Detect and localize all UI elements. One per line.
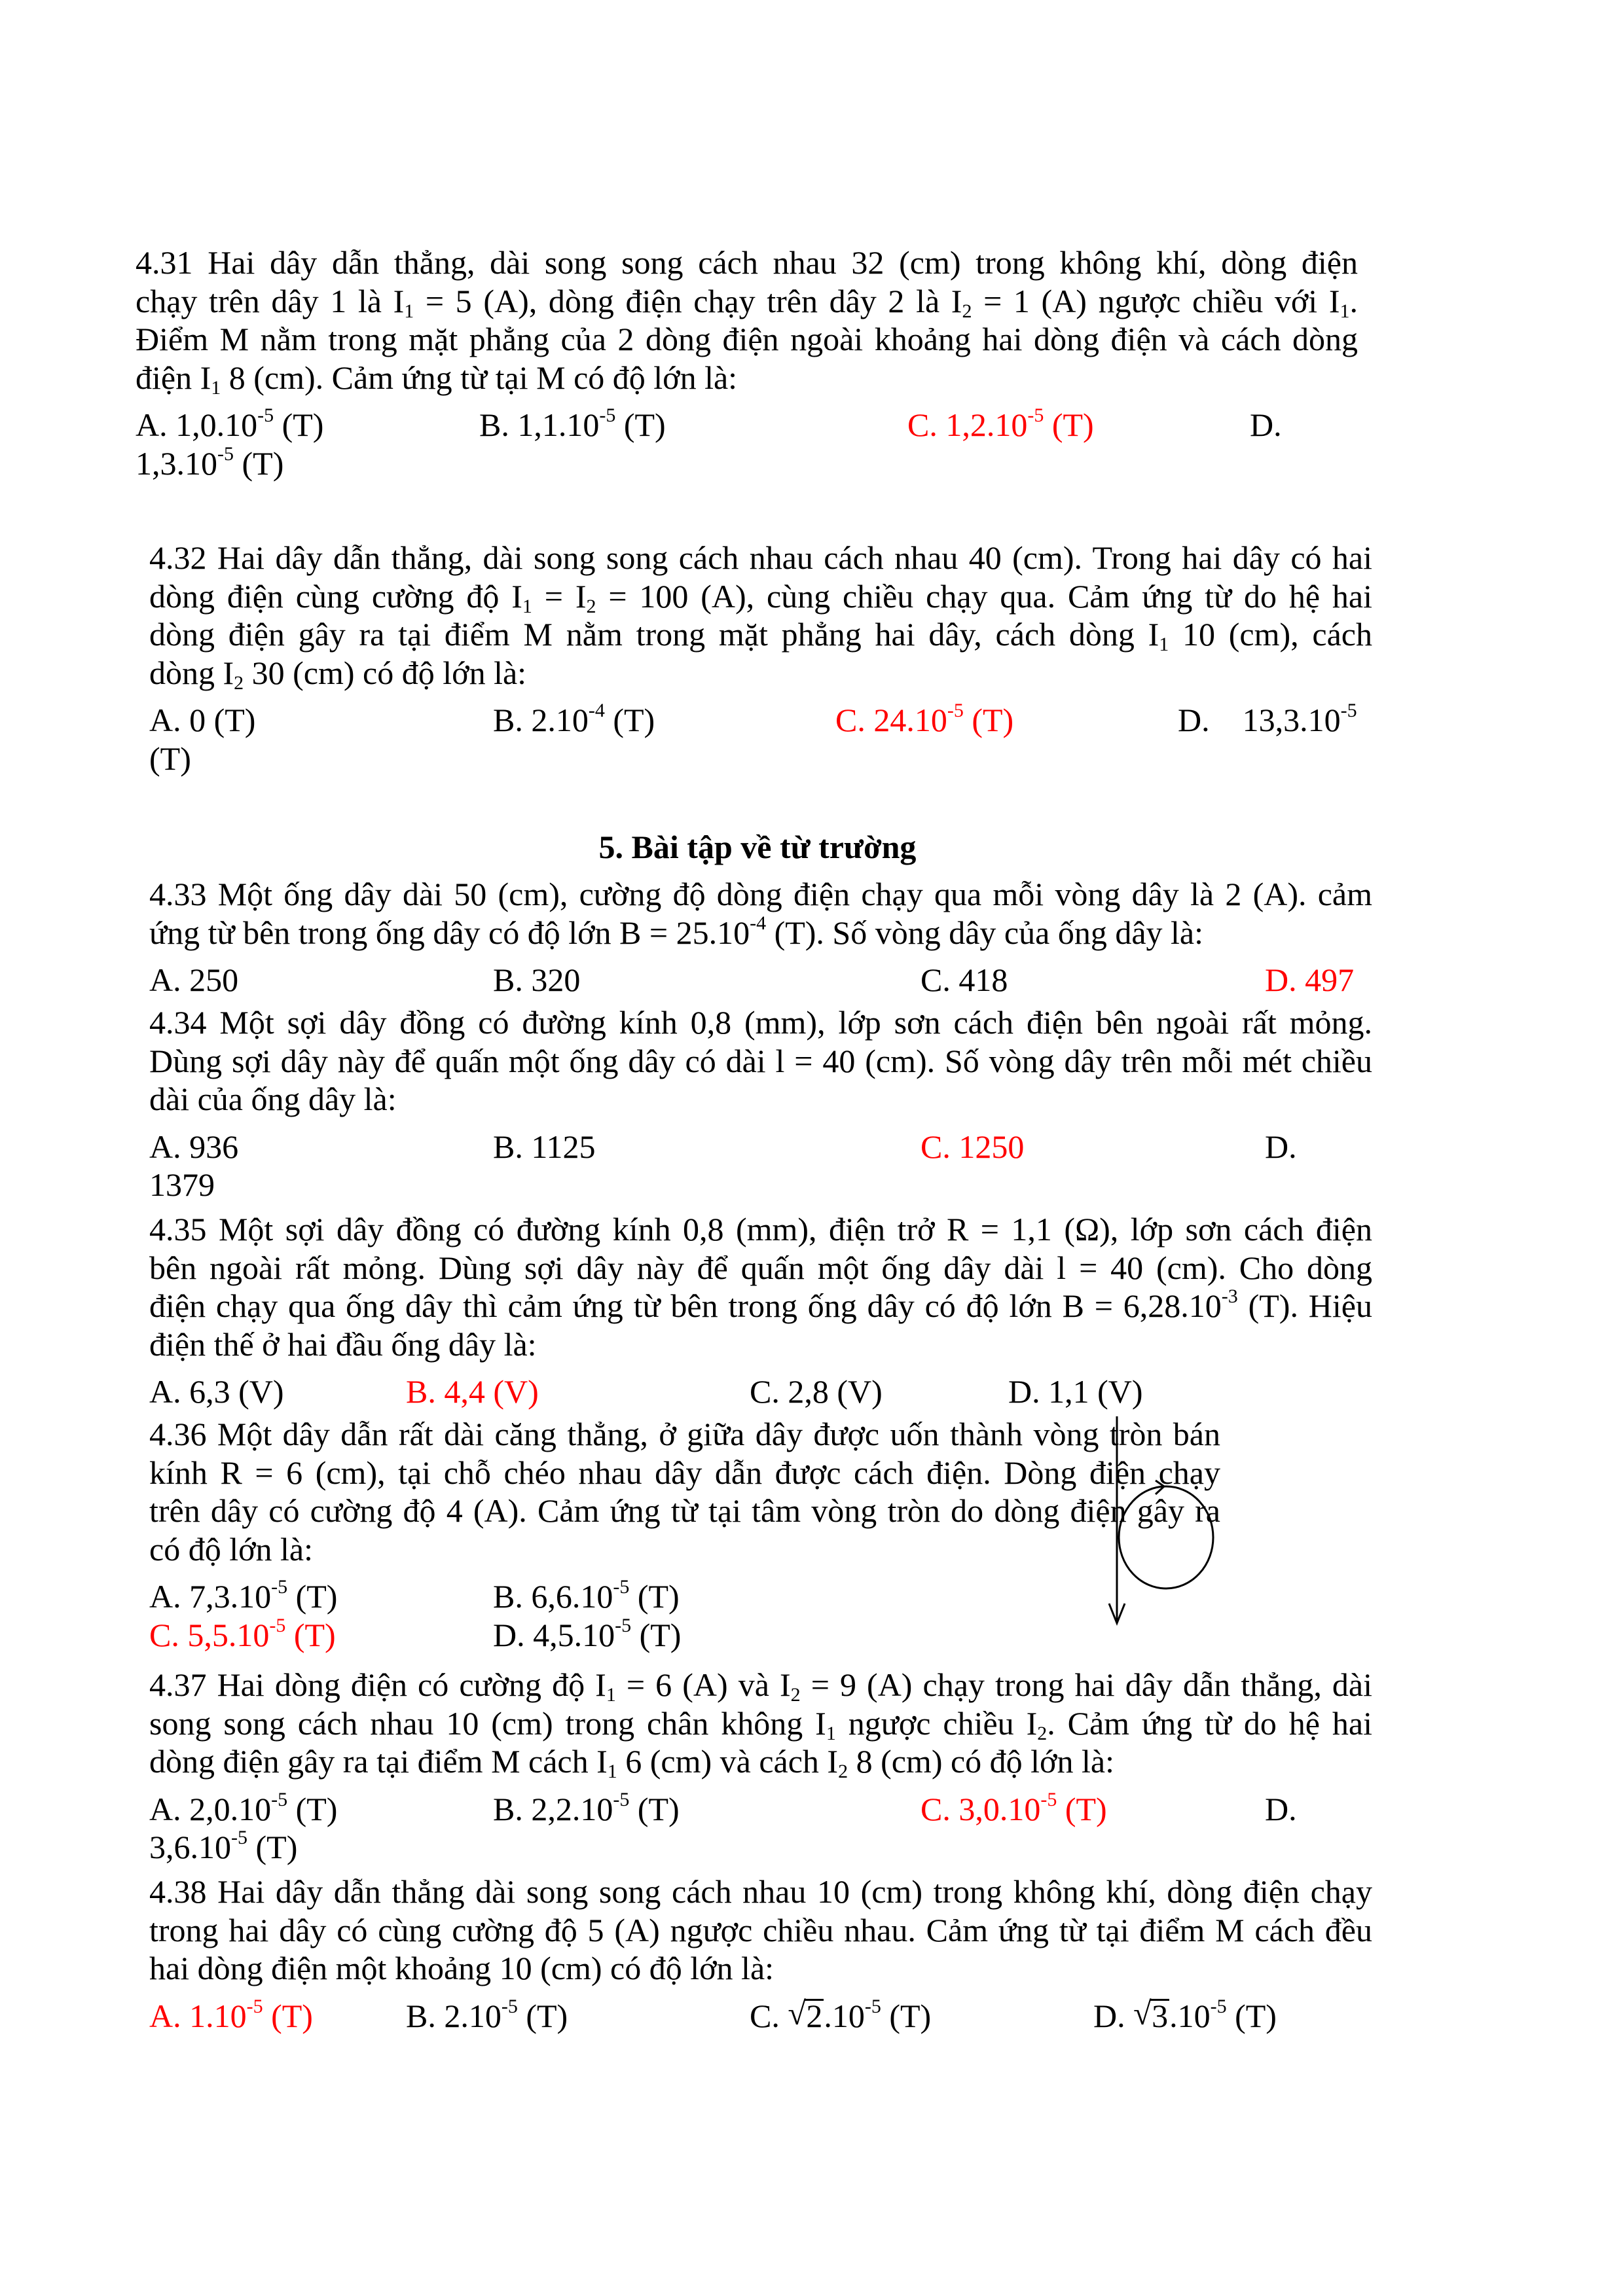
answer-option-d xyxy=(1008,1372,1143,1411)
question-text-line xyxy=(149,1003,1372,1042)
question xyxy=(149,1210,1372,1411)
superscript: -5 xyxy=(271,1788,288,1810)
text-run: hai dòng điện một khoảng 10 (cm) có độ lớn là: xyxy=(149,1950,775,1987)
subscript: 1 xyxy=(826,1722,836,1744)
text-run: 4.38 Hai dây dẫn thẳng dài song song cách nhau 10 (cm) trong không khí, dòng điện chạy xyxy=(149,1873,1372,1910)
text-run: B. 320 xyxy=(493,961,581,999)
text-run: = 9 (A) chạy trong hai dây dẫn thẳng, dài xyxy=(800,1666,1373,1703)
text-run: (T) xyxy=(234,444,284,482)
text-run: trong hai dây có cùng cường độ 5 (A) ngược chiều nhau. Cảm ứng từ tại điểm M cách đều xyxy=(149,1911,1372,1948)
text-run: điện thế ở hai đầu ống dây là: xyxy=(149,1325,537,1363)
question-text-line xyxy=(149,1666,1372,1704)
answer-options-row xyxy=(149,1994,1372,2036)
text-run: C. 5,5.10 xyxy=(149,1616,270,1653)
text-run: bên ngoài rất mỏng. Dùng sợi dây này để quấn một ống dây dài l = 40 (cm). Cho dòng xyxy=(149,1249,1372,1286)
question-text-line xyxy=(149,1949,1372,1988)
subscript: 1 xyxy=(522,595,532,617)
text-run: (T) xyxy=(263,1997,313,2034)
text-run: C. 2,8 (V) xyxy=(750,1373,883,1410)
text-run: (T) xyxy=(287,1578,338,1615)
text-run: B. 2.10 xyxy=(406,1997,501,2034)
question-text-line xyxy=(149,1873,1372,1911)
answer-options-row xyxy=(149,1790,1372,1829)
answer-option-b xyxy=(493,1128,596,1166)
text-run: B. 2,2.10 xyxy=(493,1790,613,1827)
question-text-line xyxy=(149,875,1372,914)
answer-option-b xyxy=(493,1790,680,1829)
answer-option-d xyxy=(1178,701,1357,740)
text-run: 30 (cm) có độ lớn là: xyxy=(244,654,527,691)
question-text-line xyxy=(149,615,1372,654)
question-text-line xyxy=(149,1492,1220,1530)
text-run: C. 3,0.10 xyxy=(921,1790,1041,1827)
text-run: chạy trên dây 1 là I xyxy=(136,282,405,319)
question xyxy=(149,1415,1220,1655)
answer-option-a xyxy=(149,1128,238,1166)
square-root xyxy=(1133,1994,1169,2036)
text-run: A. 2,0.10 xyxy=(149,1790,272,1827)
superscript: -5 xyxy=(231,1827,247,1849)
answer-options-row xyxy=(149,701,1372,740)
answer-options-row xyxy=(136,406,1358,444)
text-run: B. 1125 xyxy=(493,1128,596,1165)
text-run: A. 7,3.10 xyxy=(149,1578,272,1615)
question xyxy=(149,1666,1372,1867)
question-text-line xyxy=(149,1249,1372,1287)
text-run: (T). Hiệu xyxy=(1237,1287,1372,1325)
answer-options-row xyxy=(149,1372,1372,1411)
question-text-line xyxy=(149,1530,1220,1569)
question-text-line xyxy=(149,539,1372,577)
radical-sign-icon: √ xyxy=(1133,1994,1152,2032)
subscript: 1 xyxy=(1159,634,1169,656)
text-run: = I xyxy=(532,577,587,615)
answer-option-d xyxy=(1250,406,1282,444)
answer-option-b xyxy=(479,406,666,444)
text-run: (T) xyxy=(285,1616,336,1653)
text-run: (T) xyxy=(247,1829,298,1866)
question-text-line xyxy=(149,1704,1372,1743)
text-run: 4.34 Một sợi dây đồng có đường kính 0,8 (mm), lớp sơn cách điện bên ngoài rất mỏng. xyxy=(149,1004,1372,1041)
superscript: -4 xyxy=(750,912,767,934)
answer-option-a xyxy=(149,961,238,999)
text-run: C. 418 xyxy=(921,961,1008,999)
text-run: 8 (cm) có độ lớn là: xyxy=(848,1743,1114,1780)
answer-option-c xyxy=(750,1994,932,2036)
text-run: = 100 (A), cùng chiều chạy qua. Cảm ứng từ do hệ hai xyxy=(596,577,1372,615)
superscript: -5 xyxy=(269,1614,286,1636)
text-run: A. 1,0.10 xyxy=(136,406,258,444)
question-text-line xyxy=(149,1911,1372,1950)
answer-option-c-correct xyxy=(907,406,1094,444)
superscript: -5 xyxy=(613,1576,630,1598)
text-run: B. 6,6.10 xyxy=(493,1578,613,1615)
text-run: 4.36 Một dây dẫn rất dài căng thẳng, ở giữa dây được uốn thành vòng tròn bán xyxy=(149,1416,1220,1452)
text-run: 1,3.10 xyxy=(136,444,217,482)
text-run: (T) xyxy=(963,702,1014,739)
question-text-line xyxy=(136,243,1358,282)
text-run: A. 6,3 (V) xyxy=(149,1373,284,1410)
question-text-line xyxy=(149,1042,1372,1081)
subscript: 1 xyxy=(607,1761,617,1783)
answer-option-d xyxy=(1265,1790,1297,1829)
answer-options-row xyxy=(149,1616,1220,1655)
subscript: 1 xyxy=(606,1684,616,1706)
superscript: -5 xyxy=(947,700,964,722)
radicand: 3 xyxy=(1152,1997,1169,2034)
text-run: B. 1,1.10 xyxy=(479,406,600,444)
text-run: điện chạy qua ống dây thì cảm ứng từ bên trong ống dây có độ lớn B = 6,28.10 xyxy=(149,1287,1222,1325)
subscript: 2 xyxy=(586,595,596,617)
subscript: 1 xyxy=(1340,300,1350,322)
text-run: dòng điện gây ra tại điểm M cách I xyxy=(149,1743,608,1780)
text-run: = 1 (A) ngược chiều với I xyxy=(972,282,1340,319)
superscript: -5 xyxy=(1340,700,1357,722)
text-run: (T) xyxy=(629,1790,680,1827)
question xyxy=(149,539,1372,778)
text-run: (T) xyxy=(1044,406,1094,444)
text-run: 6 (cm) và cách I xyxy=(617,1743,839,1780)
section-heading: 5. Bài tập về từ trường xyxy=(598,829,917,865)
square-root xyxy=(788,1994,824,2036)
answer-option-a-correct xyxy=(149,1997,313,2036)
question xyxy=(136,243,1358,483)
answer-option-a xyxy=(149,701,255,740)
answer-option-c xyxy=(750,1372,883,1411)
superscript: -5 xyxy=(613,1788,630,1810)
text-run: 10 (cm), cách xyxy=(1169,616,1372,653)
superscript: -5 xyxy=(1210,1995,1227,2017)
answer-option-c xyxy=(921,961,1008,999)
text-run: .10 xyxy=(1169,1997,1211,2034)
text-run: ứng từ bên trong ống dây có độ lớn B = 25.10 xyxy=(149,914,750,951)
text-run: dòng I xyxy=(149,654,234,691)
question-text-line xyxy=(149,1287,1372,1325)
answer-options-row xyxy=(149,961,1372,999)
subscript: 2 xyxy=(838,1761,848,1783)
answer-option-b-correct xyxy=(406,1372,539,1411)
text-run: (T) xyxy=(274,406,324,444)
radical-sign-icon: √ xyxy=(788,1994,806,2032)
text-run: (T) xyxy=(631,1616,682,1653)
text-run: 8 (cm). Cảm ứng từ tại M có độ lớn là: xyxy=(221,359,738,396)
question-text-line xyxy=(149,654,1372,692)
question-text-line xyxy=(149,1210,1372,1249)
superscript: -5 xyxy=(246,1995,263,2017)
question-text-line xyxy=(149,1325,1372,1364)
text-run: điện I xyxy=(136,359,211,396)
question-text-line xyxy=(149,1454,1220,1492)
superscript: -5 xyxy=(1027,404,1044,427)
subscript: 2 xyxy=(1037,1722,1048,1744)
text-run: 4.32 Hai dây dẫn thẳng, dài song song cách nhau cách nhau 40 (cm). Trong hai dây có hai xyxy=(149,539,1372,576)
answer-option-a xyxy=(149,1790,337,1829)
text-run: D. 1,1 (V) xyxy=(1008,1373,1143,1410)
text-run: C. xyxy=(750,1997,788,2034)
text-run: (T) xyxy=(615,406,666,444)
answer-option-a xyxy=(149,1372,284,1411)
subscript: 1 xyxy=(404,300,414,322)
text-run: (T) xyxy=(604,702,655,739)
answer-option-b xyxy=(493,961,580,999)
answer-option-c-correct xyxy=(149,1616,336,1655)
text-run: (T) xyxy=(287,1790,338,1827)
question xyxy=(149,1003,1372,1204)
superscript: -5 xyxy=(599,404,616,427)
superscript: -5 xyxy=(864,1995,881,2017)
subscript: 2 xyxy=(234,672,244,694)
text-run: .10 xyxy=(824,1997,865,2034)
answer-options-row xyxy=(149,1577,1220,1616)
superscript: -5 xyxy=(217,442,234,465)
text-run: Dùng sợi dây này để quấn một ống dây có dài l = 40 (cm). Số vòng dây trên mỗi mét chiều xyxy=(149,1042,1372,1079)
subscript: 2 xyxy=(790,1684,801,1706)
answer-option-c-correct xyxy=(921,1790,1107,1829)
radicand: 2 xyxy=(806,1997,823,2034)
question xyxy=(149,1873,1372,2035)
text-run: Điểm M nằm trong mặt phẳng của 2 dòng điện ngoài khoảng hai dòng điện và cách dòng xyxy=(136,321,1358,358)
text-run: kính R = 6 (cm), tại chỗ chéo nhau dây dẫn được cách điện. Dòng điện chạy xyxy=(149,1454,1220,1491)
text-run: C. 1250 xyxy=(921,1128,1025,1165)
text-run: A. 1.10 xyxy=(149,1997,247,2034)
answer-option-c-correct xyxy=(835,701,1013,740)
answer-option-d-continuation xyxy=(149,1828,1372,1867)
answer-option-d-continuation xyxy=(136,444,1358,483)
text-run: = 5 (A), dòng điện chạy trên dây 2 là I xyxy=(414,282,962,319)
question-text-line xyxy=(149,1742,1372,1781)
superscript: -5 xyxy=(1040,1788,1057,1810)
superscript: -5 xyxy=(501,1995,518,2017)
text-run: ngược chiều I xyxy=(835,1704,1038,1742)
text-run: . xyxy=(1349,282,1358,319)
superscript: -4 xyxy=(588,700,605,722)
text-run: D. 13,3.10 xyxy=(1178,702,1341,739)
answer-option-a xyxy=(136,406,323,444)
text-run: D. xyxy=(1265,1790,1297,1827)
text-run: A. 0 (T) xyxy=(149,702,256,739)
answer-option-d xyxy=(493,1616,681,1655)
text-run: (T) xyxy=(629,1578,680,1615)
text-run: D. xyxy=(1250,406,1282,444)
text-run: . Cảm ứng từ do hệ hai xyxy=(1047,1704,1372,1742)
answer-option-b xyxy=(493,1577,680,1616)
text-run: 4.31 Hai dây dẫn thẳng, dài song song cách nhau 32 (cm) trong không khí, dòng điện xyxy=(136,244,1358,281)
superscript: -3 xyxy=(1221,1285,1238,1308)
text-run: A. 250 xyxy=(149,961,239,999)
text-run: dòng điện cùng cường độ I xyxy=(149,577,522,615)
question-text-line xyxy=(149,577,1372,616)
text-run: C. 24.10 xyxy=(835,702,947,739)
text-run: B. 2.10 xyxy=(493,702,589,739)
answer-option-d xyxy=(1265,1128,1297,1166)
text-run: D. 497 xyxy=(1265,961,1355,999)
answer-option-c-correct xyxy=(921,1128,1024,1166)
answer-option-b xyxy=(406,1997,568,2036)
answer-option-a xyxy=(149,1577,337,1616)
text-run: 4.33 Một ống dây dài 50 (cm), cường độ dòng điện chạy qua mỗi vòng dây là 2 (A). cảm xyxy=(149,876,1372,912)
answer-option-b xyxy=(493,701,655,740)
text-run: (T) xyxy=(881,1997,932,2034)
answer-option-d-continuation xyxy=(149,740,1372,778)
text-run: 1379 xyxy=(149,1166,215,1204)
text-run: (T) xyxy=(1226,1997,1277,2034)
text-run: B. 4,4 (V) xyxy=(406,1373,539,1410)
text-run: song song cách nhau 10 (cm) trong chân không I xyxy=(149,1704,826,1742)
text-run: D. xyxy=(1093,1997,1134,2034)
text-run: D. xyxy=(1265,1128,1297,1165)
text-run: (T). Số vòng dây của ống dây là: xyxy=(766,914,1203,951)
text-run: 4.37 Hai dòng điện có cường độ I xyxy=(149,1666,606,1703)
text-run: 4.35 Một sợi dây đồng có đường kính 0,8 (mm), điện trở R = 1,1 (Ω), lớp sơn cách điện xyxy=(149,1211,1372,1247)
subscript: 1 xyxy=(211,376,221,399)
answer-options-row xyxy=(149,1128,1372,1166)
question-text-line xyxy=(149,1080,1372,1119)
text-run: dài của ống dây là: xyxy=(149,1081,397,1118)
text-run: trên dây có cường độ 4 (A). Cảm ứng từ tại tâm vòng tròn do dòng điện gây ra xyxy=(149,1492,1220,1530)
answer-option-d-correct xyxy=(1265,961,1354,999)
answer-option-d-continuation xyxy=(149,1166,1372,1204)
question xyxy=(149,875,1372,999)
text-run: (T) xyxy=(1057,1790,1107,1827)
text-run: C. 1,2.10 xyxy=(907,406,1028,444)
question-text-line xyxy=(136,282,1358,321)
superscript: -5 xyxy=(257,404,274,427)
question-text-line xyxy=(149,1415,1220,1454)
superscript: -5 xyxy=(271,1576,288,1598)
text-run: dòng điện gây ra tại điểm M nằm trong mặt phẳng hai dây, cách dòng I xyxy=(149,616,1159,653)
subscript: 2 xyxy=(962,300,972,322)
text-run: (T) xyxy=(149,740,191,777)
text-run: (T) xyxy=(517,1997,568,2034)
question-text-line xyxy=(136,359,1358,397)
text-run: D. 4,5.10 xyxy=(493,1616,615,1653)
text-run: A. 936 xyxy=(149,1128,239,1165)
text-run: = 6 (A) và I xyxy=(615,1666,791,1703)
question-text-line xyxy=(136,320,1358,359)
superscript: -5 xyxy=(615,1614,632,1636)
question-text-line xyxy=(149,914,1372,952)
text-run: có độ lớn là: xyxy=(149,1530,313,1568)
text-run: 3,6.10 xyxy=(149,1829,231,1866)
answer-option-d xyxy=(1093,1994,1277,2036)
